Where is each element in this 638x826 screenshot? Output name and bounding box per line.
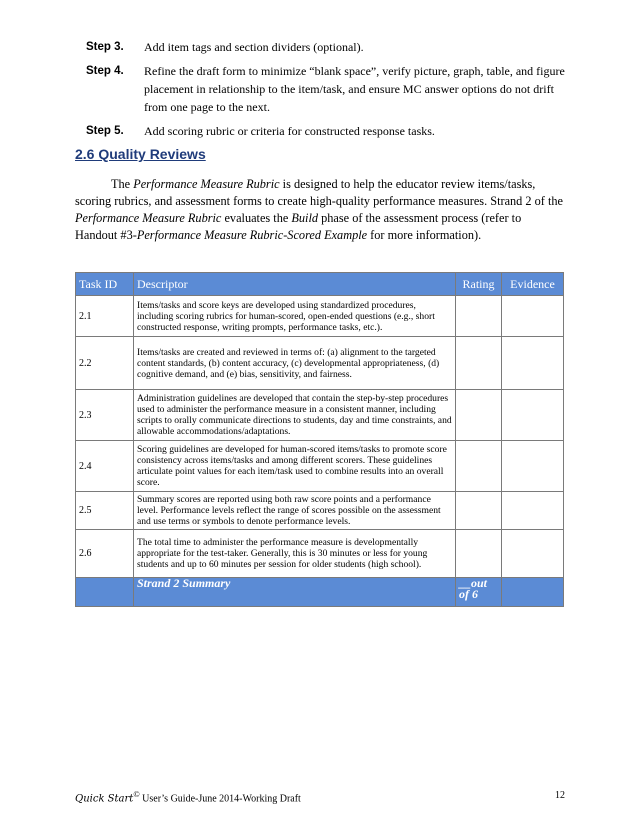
task-id-cell: 2.3 [76,390,134,441]
table-row [76,337,564,390]
summary-evidence-cell[interactable] [502,578,564,607]
rating-cell[interactable] [456,492,502,530]
intro-paragraph [75,176,565,244]
header-descriptor: Descriptor [134,273,456,296]
intro-emphasis: Performance Measure Rubric [133,177,280,191]
intro-text: The [111,177,134,191]
rating-cell[interactable] [456,296,502,337]
descriptor-cell: Summary scores are reported using both raw score points and a performance level. Performance levels reflect the range of scores possible on the assessment and use terms or symbols to denote performance levels. [134,492,456,530]
copyright-mark: © [133,790,140,799]
step-item [86,62,566,116]
rating-cell[interactable] [456,337,502,390]
summary-label: Strand 2 Summary [134,578,456,607]
task-id-cell: 2.1 [76,296,134,337]
table-header-row [76,273,564,296]
intro-text: phase of the assessment process (refer to Handout #3- [75,211,522,242]
step-text: Add scoring rubric or criteria for constructed response tasks. [144,124,435,138]
evidence-cell[interactable] [502,492,564,530]
intro-text: for more information). [367,228,482,242]
intro-text: is designed to help the educator review items/tasks, scoring rubrics, and assessment forms to create high-quality performance measures. Strand 2 of the [75,177,563,208]
descriptor-cell: The total time to administer the performance measure is developmentally appropriate for the test-taker. Generally, this is 30 minutes or less for young students and up to 60 minutes per session for older students (high school). [134,530,456,578]
step-number: Step 3. [86,41,124,53]
evidence-cell[interactable] [502,296,564,337]
step-item [86,38,566,56]
step-text: Refine the draft form to minimize “blank space”, verify picture, graph, table, and figure placement in relationship to the item/task, and ensure MC answer options do not drift from one page to the next. [144,64,565,114]
page-number: 12 [555,790,565,801]
table-row [76,296,564,337]
header-rating: Rating [456,273,502,296]
intro-text: evaluates the [221,211,292,225]
section-title: 2.6 Quality Reviews [75,146,206,162]
header-task-id: Task ID [76,273,134,296]
evidence-cell[interactable] [502,441,564,492]
rating-cell[interactable] [456,530,502,578]
table-row [76,390,564,441]
summary-row [76,578,564,607]
steps-list [86,38,566,146]
evidence-cell[interactable] [502,530,564,578]
step-number: Step 5. [86,125,124,137]
descriptor-cell: Scoring guidelines are developed for human-scored items/tasks to promote score consistency across items/tasks and among different scorers. These guidelines articulate point values for each item/task used to combine results into an overall score. [134,441,456,492]
intro-emphasis: Build [291,211,319,225]
step-item [86,122,566,140]
table-row [76,441,564,492]
rating-cell[interactable] [456,441,502,492]
table-row [76,492,564,530]
evidence-cell[interactable] [502,390,564,441]
task-id-cell: 2.4 [76,441,134,492]
descriptor-cell: Items/tasks are created and reviewed in terms of: (a) alignment to the targeted content standards, (b) content accuracy, (c) developmental appropriateness, (d) cognitive demand, and (e) bias, sensitivity, and fairness. [134,337,456,390]
table-row [76,530,564,578]
footer-brand: Quick Start [75,793,134,805]
intro-emphasis: Performance Measure Rubric [75,211,222,225]
header-evidence: Evidence [502,273,564,296]
task-id-cell: 2.2 [76,337,134,390]
evidence-cell[interactable] [502,337,564,390]
rubric-table [75,272,564,607]
intro-emphasis: Performance Measure Rubric-Scored Example [136,228,368,242]
summary-empty-cell [76,578,134,607]
summary-score[interactable]: __out of 6 [456,578,502,607]
footer-text: User’s Guide-June 2014-Working Draft [139,793,301,805]
rating-cell[interactable] [456,390,502,441]
step-text: Add item tags and section dividers (optional). [144,40,364,54]
descriptor-cell: Items/tasks and score keys are developed using standardized procedures, including scoring rubrics for human-scored, open-ended questions (e.g., short constructed response, writing prompts, performance tasks, etc.). [134,296,456,337]
task-id-cell: 2.5 [76,492,134,530]
step-number: Step 4. [86,65,124,77]
page-footer [75,790,565,804]
task-id-cell: 2.6 [76,530,134,578]
footer-title [75,790,301,804]
descriptor-cell: Administration guidelines are developed that contain the step-by-step procedures used to administer the performance measure in a consistent manner, including scripts to orally communicate directions to students, day and time constraints, and allowable accommodations/adaptations. [134,390,456,441]
